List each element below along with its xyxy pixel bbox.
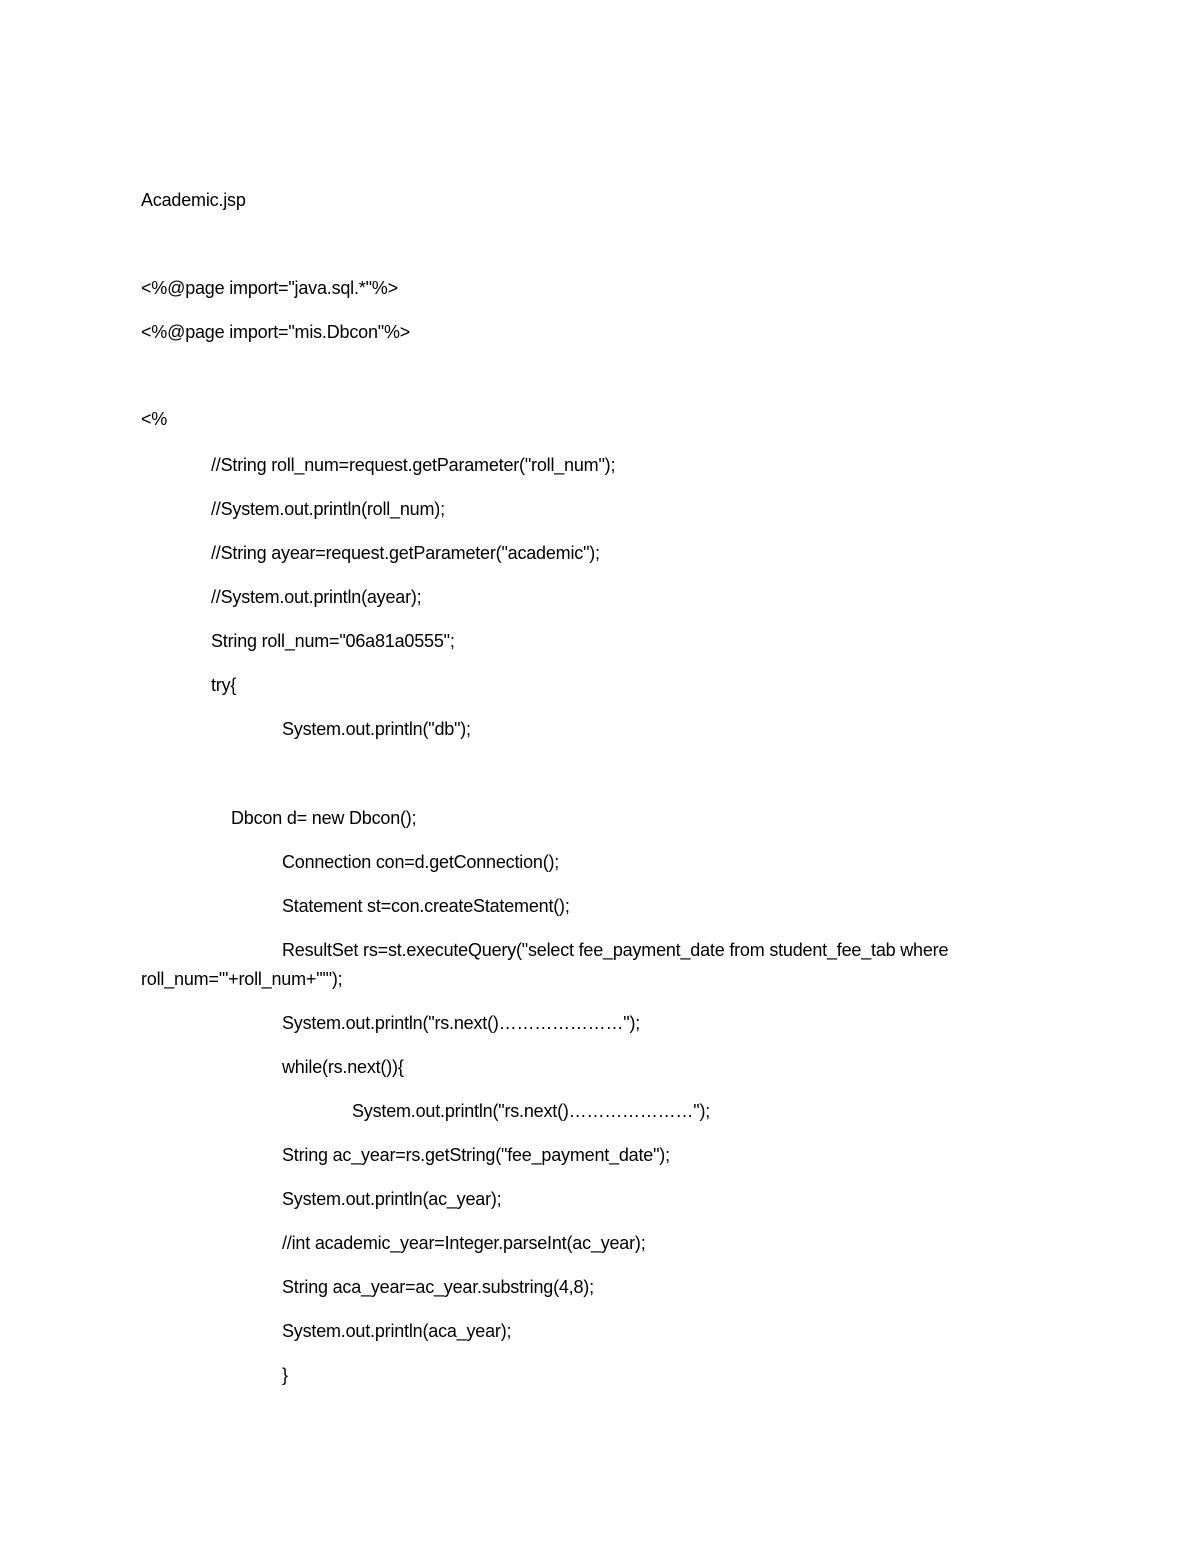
code-line: String roll_num="06a81a0555";: [211, 631, 455, 651]
code-line: String aca_year=ac_year.substring(4,8);: [282, 1277, 594, 1297]
document-title: Academic.jsp: [141, 190, 246, 210]
code-line: }: [282, 1365, 288, 1385]
code-line: //System.out.println(roll_num);: [211, 499, 445, 519]
code-line: try{: [211, 675, 237, 695]
code-line: <%@page import="mis.Dbcon"%>: [141, 322, 411, 342]
code-line: Connection con=d.getConnection();: [282, 852, 560, 872]
code-line: System.out.println(aca_year);: [282, 1321, 512, 1341]
code-line: //System.out.println(ayear);: [211, 587, 422, 607]
code-line: Dbcon d= new Dbcon();: [231, 808, 417, 828]
code-line: System.out.println("rs.next()…………………");: [352, 1101, 711, 1121]
code-line: roll_num='"+roll_num+"'");: [141, 969, 343, 989]
code-line: //String ayear=request.getParameter("academic");: [211, 543, 600, 563]
code-line: System.out.println("rs.next()…………………");: [282, 1013, 641, 1033]
code-line: while(rs.next()){: [282, 1057, 404, 1077]
code-line: System.out.println(ac_year);: [282, 1189, 502, 1209]
code-line: <%@page import="java.sql.*"%>: [141, 278, 398, 298]
code-line: ResultSet rs=st.executeQuery("select fee_payment_date from student_fee_tab where: [282, 940, 949, 960]
code-line: Statement st=con.createStatement();: [282, 896, 570, 916]
code-line: System.out.println("db");: [282, 719, 471, 739]
code-line: //int academic_year=Integer.parseInt(ac_year);: [282, 1233, 646, 1253]
code-line: <%: [141, 409, 168, 429]
code-line: //String roll_num=request.getParameter("roll_num");: [211, 455, 616, 475]
code-line: String ac_year=rs.getString("fee_payment_date");: [282, 1145, 670, 1165]
